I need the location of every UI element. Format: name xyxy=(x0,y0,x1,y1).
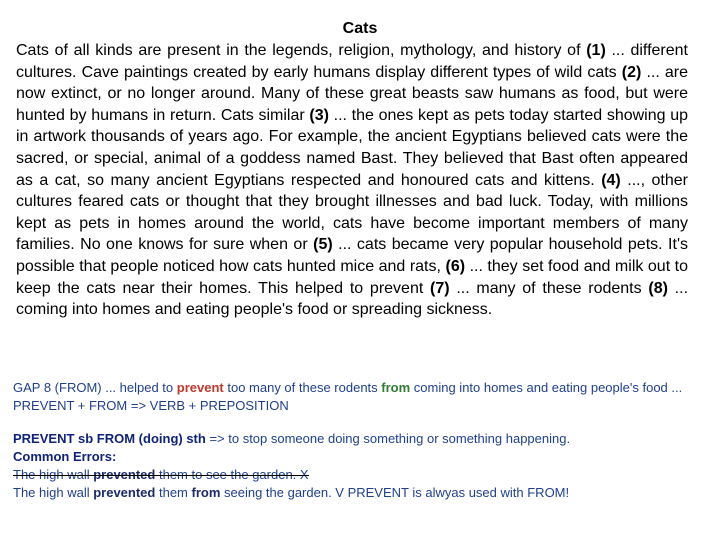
gap-note-middle: too many of these rodents xyxy=(223,380,382,395)
gap-marker: (5) xyxy=(313,236,333,254)
wrong-example-verb: prevented xyxy=(93,467,156,482)
rule-meaning: => to stop someone doing something or something happening. xyxy=(205,431,571,446)
rule-definition xyxy=(13,430,703,448)
passage-text: ... cats became very popular household pets. It's possible that people noticed how cats hunted mice and rats, xyxy=(16,236,688,275)
rule-pattern: PREVENT sb FROM (doing) sth xyxy=(13,431,206,446)
common-errors-label: Common Errors: xyxy=(13,449,117,464)
right-example-middle: them xyxy=(155,485,192,500)
gap-marker: (2) xyxy=(621,63,642,81)
right-example-from: from xyxy=(191,485,221,500)
wrong-example xyxy=(13,466,703,484)
rule-block xyxy=(13,430,703,502)
right-example-prefix: The high wall xyxy=(13,485,94,500)
page-title: Cats xyxy=(342,20,378,37)
right-example xyxy=(13,484,703,502)
gap-note xyxy=(13,379,703,415)
gap-marker: (1) xyxy=(586,42,606,59)
gap-marker: (7) xyxy=(430,279,450,297)
gap-note-verb: prevent xyxy=(176,380,224,395)
passage-text: ... coming into homes and eating people's food or spreading sickness. xyxy=(16,279,689,319)
passage-text: ... different cultures. Cave paintings created by early humans display different types of wild cats xyxy=(16,42,689,81)
gap-note-prefix: GAP 8 (FROM) ... helped to xyxy=(13,380,177,395)
right-example-verb: prevented xyxy=(93,485,156,500)
gap-marker: (4) xyxy=(601,171,621,189)
passage-text: ... they set food and milk out to keep the cats near their homes. This helped to prevent xyxy=(16,257,689,297)
gap-marker: (6) xyxy=(445,257,466,275)
gap-marker: (8) xyxy=(648,279,668,297)
right-example-suffix: seeing the garden. V PREVENT is alwyas used with FROM! xyxy=(220,485,570,500)
gap-note-suffix: coming into homes and eating people's food ... PREVENT + FROM => VERB + PREPOSITION xyxy=(13,380,683,413)
gap-note-preposition: from xyxy=(381,380,411,395)
passage-text: ..., other cultures feared cats or thought that they brought illnesses and bad luck. Today, with millions kept as pets in homes around the world, cats have become important members of many families. No one knows for sure when or xyxy=(16,171,689,254)
wrong-example-line xyxy=(13,466,309,484)
wrong-example-suffix: them to see the garden. X xyxy=(155,467,309,482)
passage-text: Cats of all kinds are present in the legends, religion, mythology, and history of xyxy=(16,42,587,59)
reading-passage xyxy=(16,40,688,321)
passage-text: ... are now extinct, or no longer around. Many of these great beasts saw humans as food, but were hunted by humans in return. Cats similar xyxy=(16,63,688,124)
wrong-example-prefix: The high wall xyxy=(13,467,94,482)
passage-text: ... many of these rodents xyxy=(449,279,649,297)
passage-text: ... the ones kept as pets today started showing up in artwork thousands of years ago. For example, the ancient Egyptians believed cats were the sacred, or special, animal of a goddess named Bast. They believed that Bast often appeared as a cat, so many ancient Egyptians respected and honoured cats and kittens. xyxy=(16,106,689,189)
gap-marker: (3) xyxy=(309,106,329,124)
